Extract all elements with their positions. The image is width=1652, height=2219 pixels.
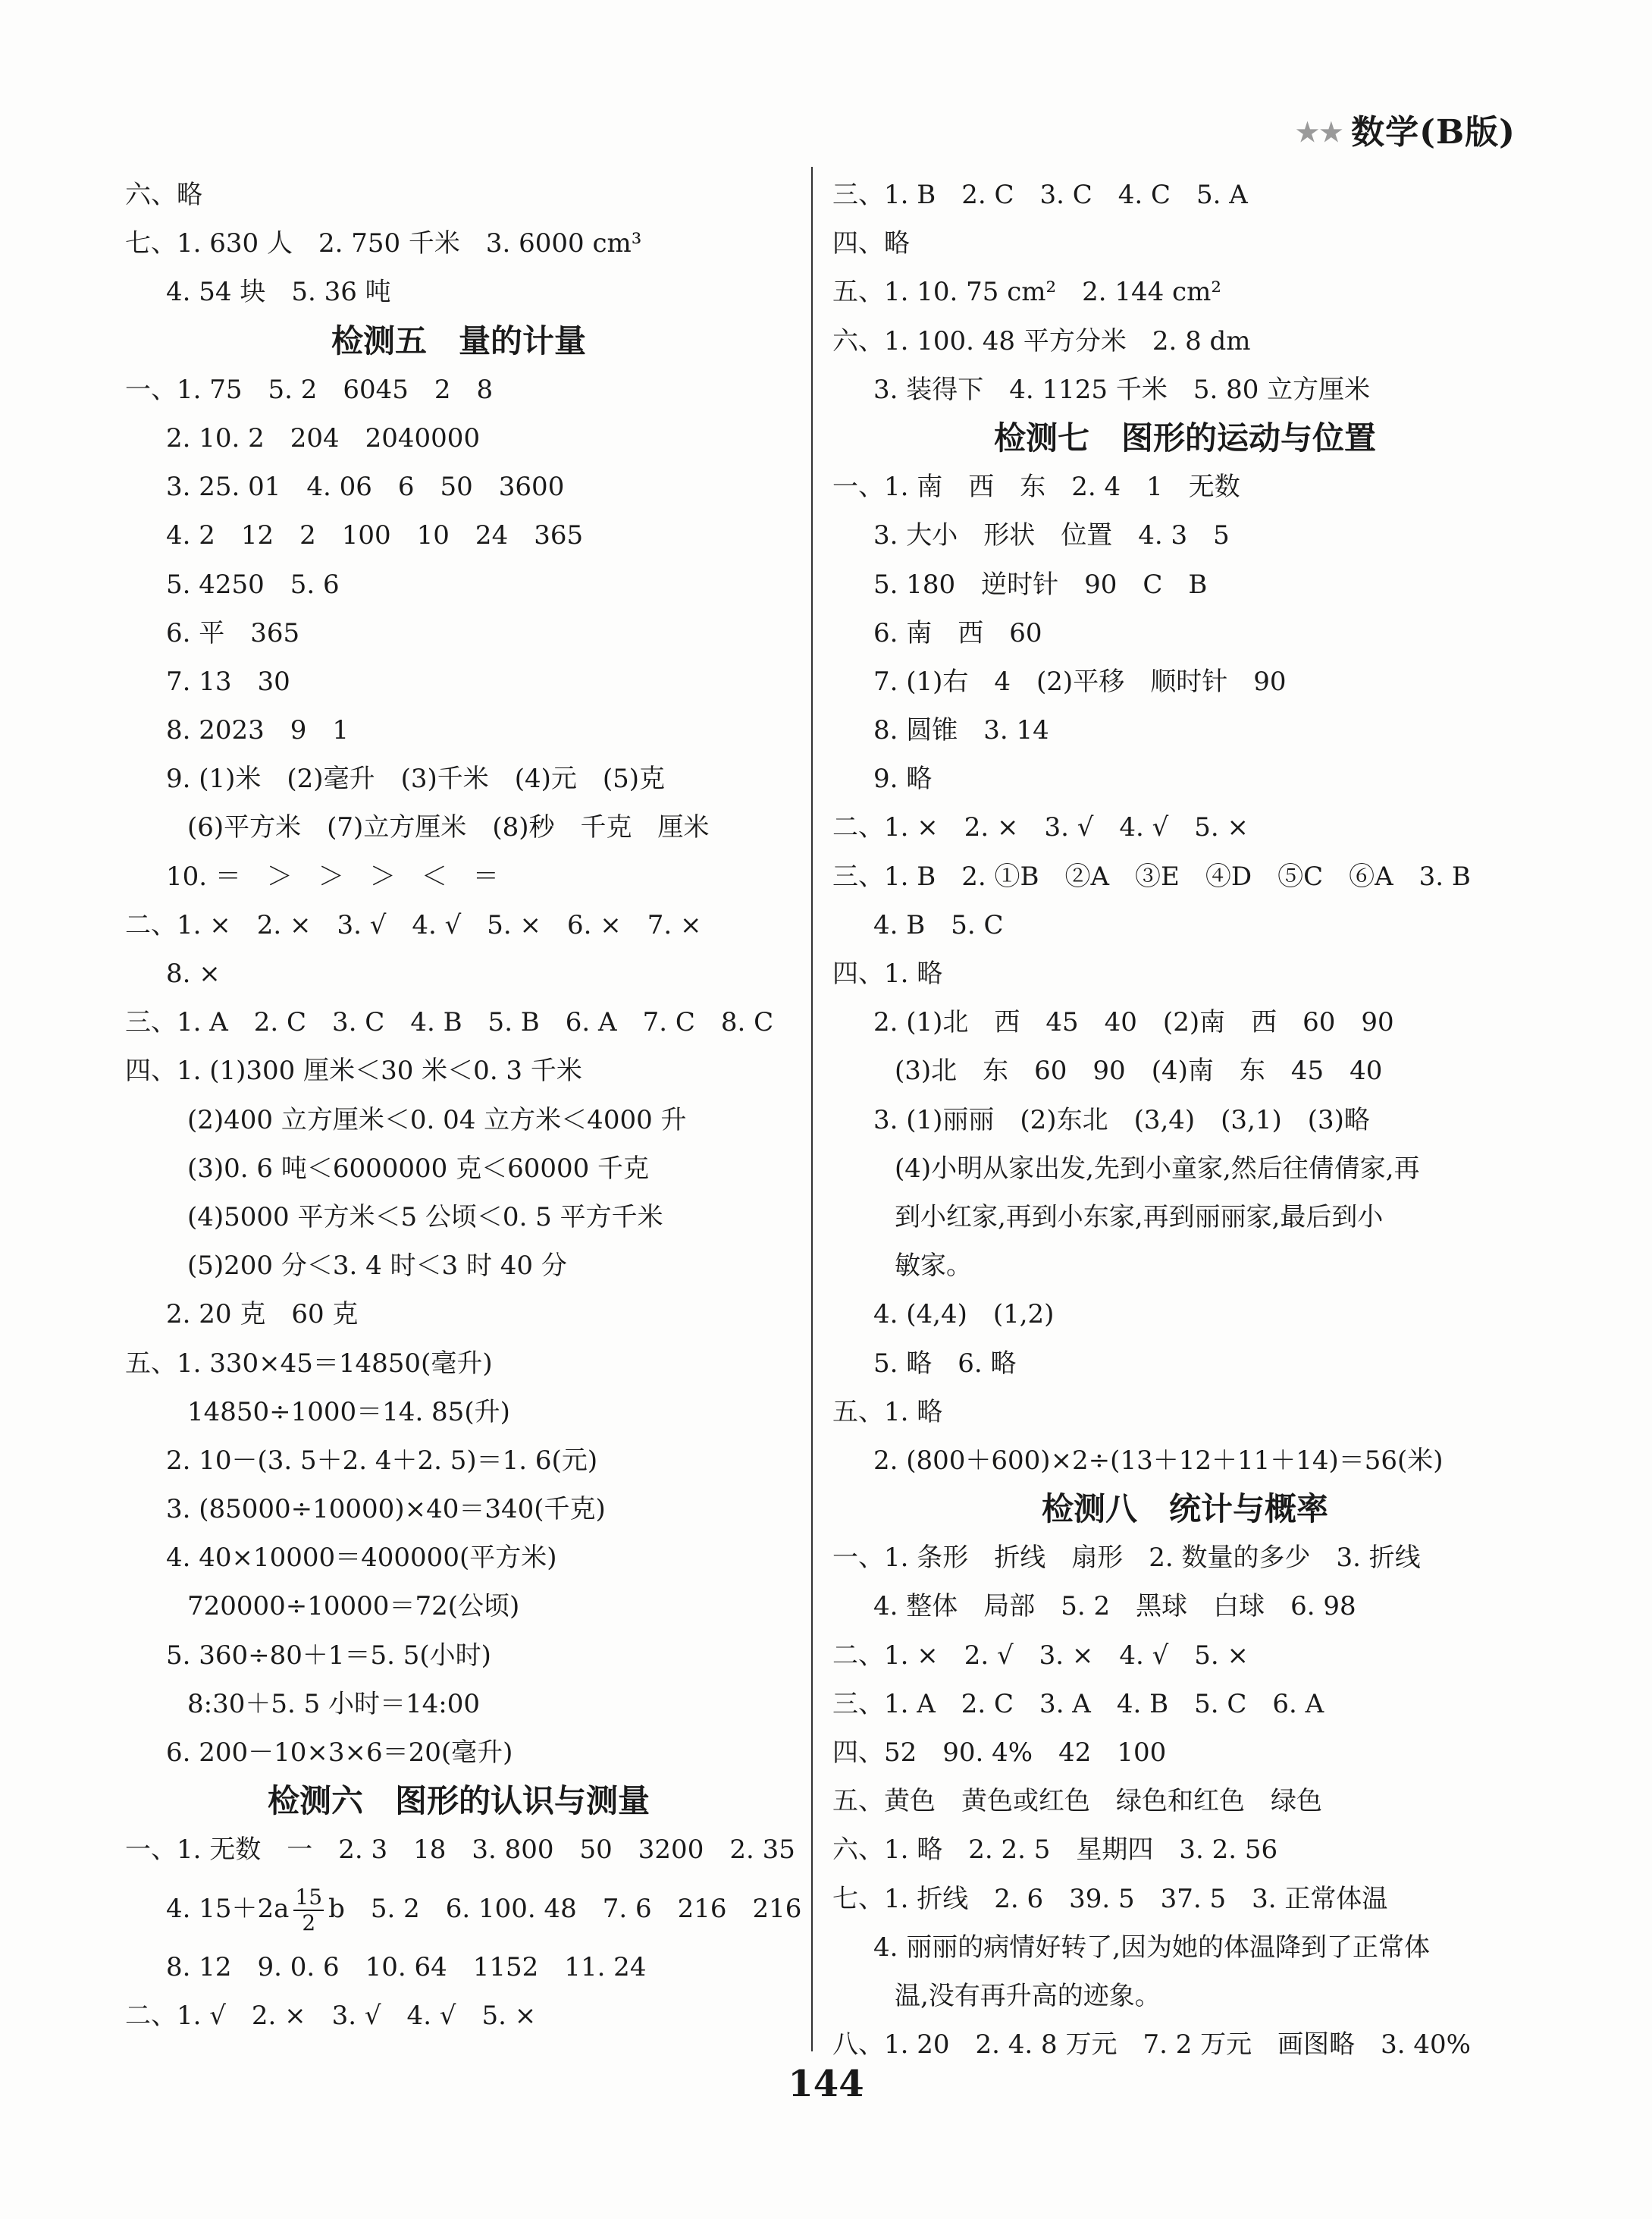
answer-line — [125, 511, 792, 560]
answer-text: 4. 丽丽的病情好转了,因为她的体温降到了正常体 — [873, 1932, 1431, 1963]
answer-text: 2. 20 克 60 克 — [166, 1299, 359, 1330]
answer-line — [832, 1680, 1538, 1728]
section-title — [125, 317, 792, 366]
answer-line — [125, 268, 792, 316]
answer-line — [125, 998, 792, 1047]
answer-text: 4. 2 12 2 100 10 24 365 — [166, 520, 584, 551]
answer-text: 4. B 5. C — [873, 909, 1004, 940]
answer-line — [832, 949, 1538, 998]
answer-line — [832, 755, 1538, 803]
answer-line — [832, 1047, 1538, 1095]
answer-text: 5. 360÷80＋1＝5. 5(小时) — [166, 1640, 491, 1671]
answer-line — [125, 852, 792, 901]
answer-text: 一、1. 75 5. 2 6045 2 8 — [125, 374, 494, 405]
answer-line — [125, 609, 792, 658]
answer-text: 二、1. × 2. √ 3. × 4. √ 5. × — [832, 1640, 1249, 1671]
answer-line — [125, 901, 792, 949]
answer-line — [832, 463, 1538, 511]
answer-text: (4)小明从家出发,先到小童家,然后往倩倩家,再 — [895, 1153, 1420, 1184]
answer-line — [832, 901, 1538, 949]
left-column — [125, 171, 802, 2040]
section-title — [832, 1485, 1538, 1533]
answer-line — [125, 1436, 792, 1485]
answer-text: 8. 圆锥 3. 14 — [873, 715, 1049, 746]
answer-line — [832, 1388, 1538, 1436]
answer-text: 6. 200－10×3×6＝20(毫升) — [166, 1737, 513, 1768]
answer-line — [125, 1943, 792, 1991]
answer-text: 检测七 图形的运动与位置 — [993, 419, 1376, 457]
answer-line — [125, 463, 792, 511]
answer-line — [125, 560, 792, 609]
answer-line — [125, 1582, 792, 1631]
answer-text: 六、略 — [125, 180, 202, 210]
answer-text: 3. 25. 01 4. 06 6 50 3600 — [166, 472, 565, 503]
answer-text: (6)平方米 (7)立方厘米 (8)秒 千克 厘米 — [187, 812, 710, 843]
answer-text: (3)北 东 60 90 (4)南 东 45 40 — [895, 1056, 1383, 1087]
answer-line — [832, 1241, 1538, 1290]
answer-text: 四、略 — [832, 228, 910, 259]
answer-line — [832, 658, 1538, 706]
answer-text: 一、1. 无数 一 2. 3 18 3. 800 50 3200 2. 35 — [125, 1835, 795, 1866]
answer-text: 四、1. (1)300 厘米＜30 米＜0. 3 千米 — [125, 1056, 582, 1087]
answer-line — [125, 1290, 792, 1339]
answer-line — [832, 560, 1538, 609]
answer-text: 检测六 图形的认识与测量 — [267, 1782, 650, 1820]
fraction-numerator: 15 — [295, 1884, 323, 1910]
answer-text: 二、1. × 2. × 3. √ 4. √ 5. × 6. × 7. × — [125, 909, 702, 940]
answer-text: 四、1. 略 — [832, 959, 943, 989]
answer-text: 检测八 统计与概率 — [1041, 1490, 1328, 1528]
answer-text: 敏家。 — [895, 1251, 972, 1282]
answer-text: 3. (85000÷10000)×40＝340(千克) — [166, 1494, 606, 1525]
answer-line — [832, 1631, 1538, 1680]
answer-text: (2)400 立方厘米＜0. 04 立方米＜4000 升 — [187, 1104, 687, 1135]
answer-line — [125, 1680, 792, 1728]
answer-text: 四、52 90. 4% 42 100 — [832, 1737, 1167, 1768]
page-number: 144 — [788, 2063, 864, 2105]
answer-text: 5. 略 6. 略 — [873, 1348, 1017, 1379]
answer-text: 8. × — [166, 959, 221, 989]
answer-line — [125, 803, 792, 852]
answer-line — [832, 1728, 1538, 1777]
answer-text: 8:30＋5. 5 小时＝14:00 — [187, 1688, 481, 1719]
answer-line — [832, 706, 1538, 755]
answer-text: 七、1. 630 人 2. 750 千米 3. 6000 cm³ — [125, 228, 642, 259]
answer-line — [125, 1728, 792, 1777]
answer-line — [125, 1875, 802, 1943]
answer-line — [125, 755, 792, 803]
answer-line — [832, 1436, 1538, 1485]
page-header — [1296, 105, 1516, 153]
answer-line — [832, 1923, 1538, 1972]
answer-text: 2. 10. 2 204 2040000 — [166, 422, 481, 454]
answer-line — [832, 1972, 1538, 2020]
answer-line — [125, 949, 792, 998]
answer-text: 六、1. 100. 48 平方分米 2. 8 dm — [832, 325, 1251, 356]
answer-line — [832, 171, 1538, 219]
answer-line — [125, 1241, 792, 1290]
answer-text: 检测五 量的计量 — [331, 322, 586, 359]
answer-text: 三、1. B 2. ①B ②A ③E ④D ⑤C ⑥A 3. B — [832, 861, 1471, 892]
answer-text: 8. 12 9. 0. 6 10. 64 1152 11. 24 — [166, 1951, 647, 1982]
answer-text: 3. (1)丽丽 (2)东北 (3,4) (3,1) (3)略 — [873, 1104, 1370, 1135]
answer-text: 3. 装得下 4. 1125 千米 5. 80 立方厘米 — [873, 374, 1371, 405]
fraction — [293, 1885, 324, 1935]
answer-line — [832, 2020, 1538, 2069]
answer-text: b 5. 2 6. 100. 48 7. 6 216 216 — [328, 1893, 802, 1924]
right-column — [832, 171, 1538, 2069]
answer-line — [125, 1193, 792, 1241]
answer-line — [832, 1533, 1538, 1582]
answer-text: 5. 4250 5. 6 — [166, 569, 340, 600]
section-title — [832, 414, 1538, 463]
answer-line — [832, 219, 1538, 268]
answer-text: 4. 54 块 5. 36 吨 — [166, 277, 391, 308]
answer-line — [125, 366, 792, 414]
answer-line — [832, 317, 1538, 366]
answer-line — [832, 1144, 1538, 1193]
answer-text: 3. 大小 形状 位置 4. 3 5 — [873, 520, 1230, 551]
answer-text: 7. (1)右 4 (2)平移 顺时针 90 — [873, 666, 1287, 697]
answer-line — [125, 658, 792, 706]
answer-text: 五、1. 10. 75 cm² 2. 144 cm² — [832, 277, 1221, 308]
answer-line — [832, 852, 1538, 901]
answer-text: 七、1. 折线 2. 6 39. 5 37. 5 3. 正常体温 — [832, 1883, 1388, 1914]
section-title — [125, 1777, 792, 1825]
answer-line — [125, 1991, 792, 2040]
answer-line — [832, 803, 1538, 852]
answer-line — [832, 511, 1538, 560]
answer-line — [832, 1290, 1538, 1339]
column-divider — [811, 167, 813, 2051]
answer-line — [125, 1047, 792, 1095]
answer-text: 五、黄色 黄色或红色 绿色和红色 绿色 — [832, 1786, 1322, 1817]
answer-text: 一、1. 南 西 东 2. 4 1 无数 — [832, 472, 1240, 503]
answer-line — [832, 268, 1538, 316]
subject-label: 数学(B版) — [1351, 113, 1516, 152]
answer-line — [125, 1096, 792, 1144]
star-icon: ★★ — [1296, 118, 1344, 148]
answer-line — [832, 1875, 1538, 1923]
answer-line — [125, 1825, 795, 1874]
fraction-denominator: 2 — [302, 1910, 316, 1935]
answer-text: (4)5000 平方米＜5 公顷＜0. 5 平方千米 — [187, 1201, 663, 1232]
answer-text: 温,没有再升高的迹象。 — [895, 1980, 1161, 2011]
answer-text: 2. (1)北 西 45 40 (2)南 西 60 90 — [873, 1007, 1394, 1038]
answer-text: 5. 180 逆时针 90 C B — [873, 569, 1208, 600]
answer-text: 4. 15＋2a — [166, 1893, 290, 1924]
answer-line — [125, 1388, 792, 1436]
answer-line — [832, 1825, 1538, 1874]
answer-text: 2. 10－(3. 5＋2. 4＋2. 5)＝1. 6(元) — [166, 1445, 598, 1476]
answer-text: 二、1. √ 2. × 3. √ 4. √ 5. × — [125, 2000, 537, 2031]
answer-text: 三、1. B 2. C 3. C 4. C 5. A — [832, 180, 1248, 210]
answer-line — [125, 414, 792, 463]
answer-text: 9. (1)米 (2)毫升 (3)千米 (4)元 (5)克 — [166, 764, 666, 795]
answer-text: 7. 13 30 — [166, 666, 290, 697]
answer-line — [832, 998, 1538, 1047]
answer-line — [832, 609, 1538, 658]
answer-text: 10. ＝ ＞ ＞ ＞ ＜ ＝ — [166, 861, 499, 892]
answer-line — [125, 1144, 792, 1193]
answer-text: 14850÷1000＝14. 85(升) — [187, 1396, 510, 1427]
answer-text: (5)200 分＜3. 4 时＜3 时 40 分 — [187, 1251, 567, 1282]
answer-text: 4. 整体 局部 5. 2 黑球 白球 6. 98 — [873, 1591, 1356, 1622]
answer-text: 八、1. 20 2. 4. 8 万元 7. 2 万元 画图略 3. 40% — [832, 2029, 1471, 2060]
answer-text: 6. 南 西 60 — [873, 617, 1042, 648]
answer-line — [832, 1582, 1538, 1631]
answer-text: 五、1. 330×45＝14850(毫升) — [125, 1348, 493, 1379]
answer-line — [125, 706, 792, 755]
answer-line — [125, 219, 792, 268]
answer-line — [832, 1193, 1538, 1241]
answer-text: 8. 2023 9 1 — [166, 715, 350, 746]
answer-text: 6. 平 365 — [166, 617, 300, 648]
answer-text: 4. (4,4) (1,2) — [873, 1299, 1055, 1330]
answer-line — [125, 1339, 792, 1388]
answer-text: 720000÷10000＝72(公顷) — [187, 1591, 520, 1622]
answer-line — [832, 1777, 1538, 1825]
answer-line — [832, 1339, 1538, 1388]
answer-text: 三、1. A 2. C 3. A 4. B 5. C 6. A — [832, 1688, 1324, 1719]
answer-text: 二、1. × 2. × 3. √ 4. √ 5. × — [832, 812, 1249, 843]
answer-text: 2. (800＋600)×2÷(13＋12＋11＋14)＝56(米) — [873, 1445, 1444, 1476]
answer-text: 9. 略 — [873, 764, 933, 795]
answer-text: 一、1. 条形 折线 扇形 2. 数量的多少 3. 折线 — [832, 1543, 1421, 1574]
answer-text: 六、1. 略 2. 2. 5 星期四 3. 2. 56 — [832, 1835, 1278, 1866]
answer-line — [125, 171, 792, 219]
answer-text: 到小红家,再到小东家,再到丽丽家,最后到小 — [895, 1201, 1384, 1232]
answer-text: 三、1. A 2. C 3. C 4. B 5. B 6. A 7. C 8. C — [125, 1007, 774, 1038]
answer-text: 4. 40×10000＝400000(平方米) — [166, 1543, 557, 1574]
answer-text: (3)0. 6 吨＜6000000 克＜60000 千克 — [187, 1153, 650, 1184]
answer-line — [125, 1485, 792, 1533]
answer-line — [125, 1631, 792, 1680]
answer-text: 五、1. 略 — [832, 1396, 943, 1427]
answer-line — [832, 1096, 1538, 1144]
answer-line — [832, 366, 1538, 414]
answer-line — [125, 1533, 792, 1582]
